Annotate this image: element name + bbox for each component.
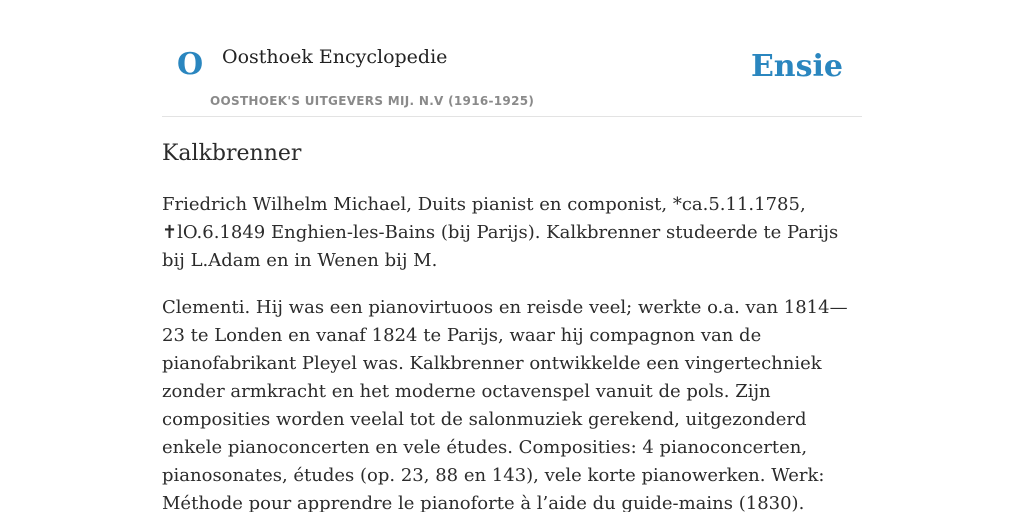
source-title[interactable]: Oosthoek Encyclopedie: [222, 46, 448, 68]
article-paragraph: Friedrich Wilhelm Michael, Duits pianist en componist, *ca.5.11.1785, ✝lO.6.1849 Enghien-les-Bains (bij Parijs). Kalkbrenner studeerde te Parijs bij L.Adam en in Wenen bij M.: [162, 193, 839, 271]
header: [162, 0, 862, 117]
ensie-brand-link[interactable]: Ensie: [750, 49, 843, 84]
entry-title: Kalkbrenner: [162, 141, 302, 166]
source-logo-icon[interactable]: O: [177, 47, 204, 82]
article: [162, 140, 862, 512]
source-publisher: OOSTHOEK'S UITGEVERS MIJ. N.V (1916-1925): [210, 94, 535, 108]
article-paragraph: Clementi. Hij was een pianovirtuoos en reisde veel; werkte o.a. van 1814—23 te Londen en vanaf 1824 te Parijs, waar hij compagnon van de pianofabrikant Pleyel was. Kalkbrenner ontwikkelde een vingertechniek zonder armkracht en het moderne octavenspel vanuit de pols. Zijn composities worden veelal tot de salonmuziek gerekend, uitgezonderd enkele pianoconcerten en vele études. Composities: 4 pianoconcerten, pianosonates, études (op. 23, 88 en 143), vele korte pianowerken. Werk: Méthode pour apprendre le pianoforte à l’aide du guide-mains (1830).: [162, 296, 848, 512]
